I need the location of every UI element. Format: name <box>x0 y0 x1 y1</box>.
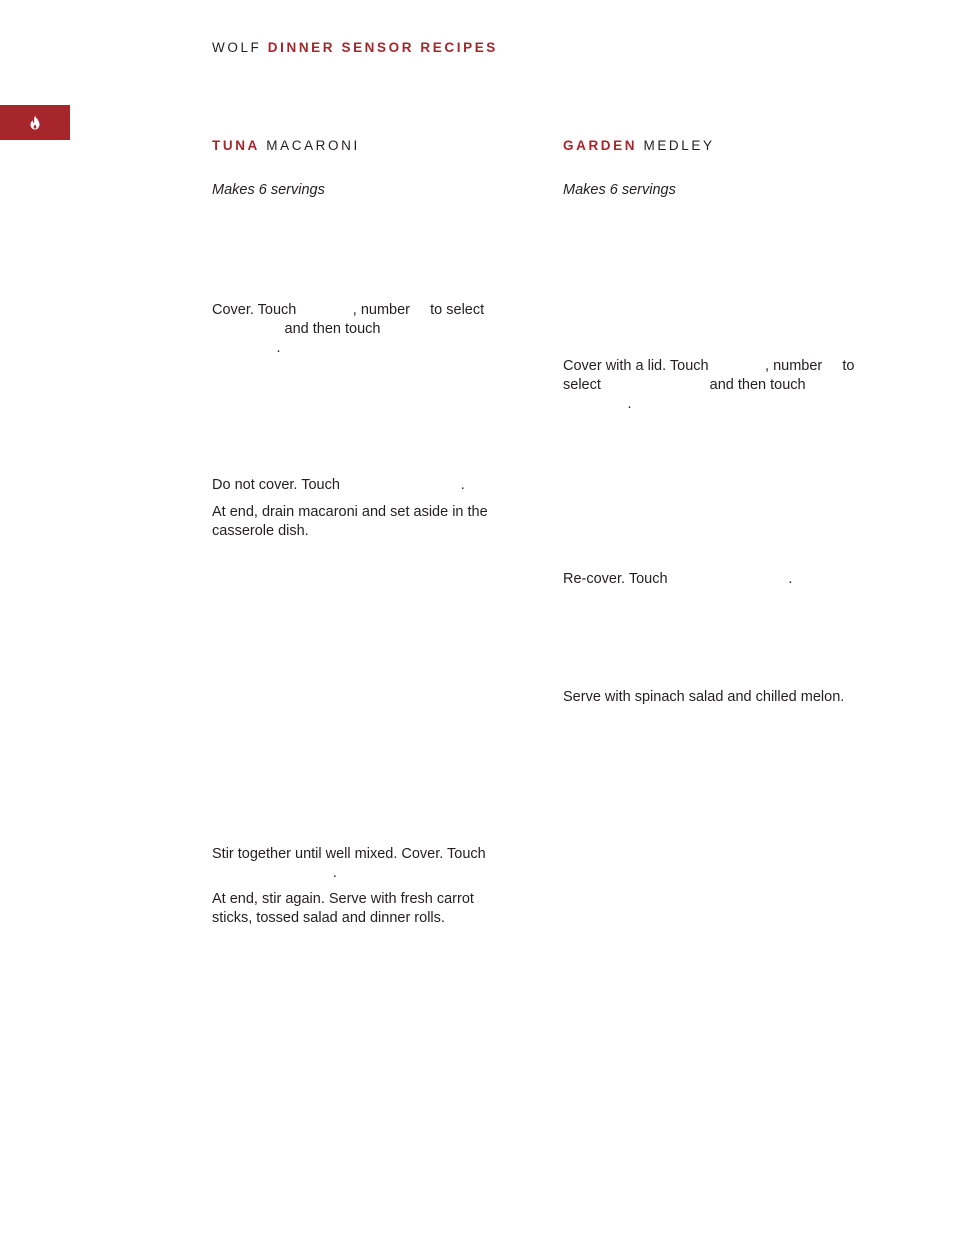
recipe-servings: Makes 6 servings <box>563 182 676 198</box>
recipe-step: Stir together until well mixed. Cover. Touch . <box>212 846 486 881</box>
flame-icon <box>29 115 41 130</box>
recipe-servings: Makes 6 servings <box>212 182 325 198</box>
recipe-title-rest: MACARONI <box>266 138 360 153</box>
recipe-step: At end, stir again. Serve with fresh carrot sticks, tossed salad and dinner rolls. <box>212 891 474 926</box>
recipe-title-accent: TUNA <box>212 138 260 153</box>
recipe-step: Serve with spinach salad and chilled melon. <box>563 689 845 705</box>
recipe-step: Cover. Touch , number to select and then touch . <box>212 302 485 356</box>
recipe-title-rest: MEDLEY <box>643 138 715 153</box>
header-section-title: DINNER SENSOR RECIPES <box>267 40 498 55</box>
recipe-title-garden-medley <box>563 138 715 153</box>
recipe-step: Cover with a lid. Touch , number to select and then touch . <box>563 358 855 412</box>
header-brand: WOLF <box>212 40 262 55</box>
recipe-title-tuna-macaroni <box>212 138 360 153</box>
recipe-step: Re-cover. Touch . <box>563 571 793 587</box>
recipe-step: At end, drain macaroni and set aside in the casserole dish. <box>212 504 488 539</box>
section-tab <box>0 105 70 140</box>
recipe-title-accent: GARDEN <box>563 138 638 153</box>
recipe-step: Do not cover. Touch . <box>212 477 465 493</box>
page-header <box>212 40 498 55</box>
